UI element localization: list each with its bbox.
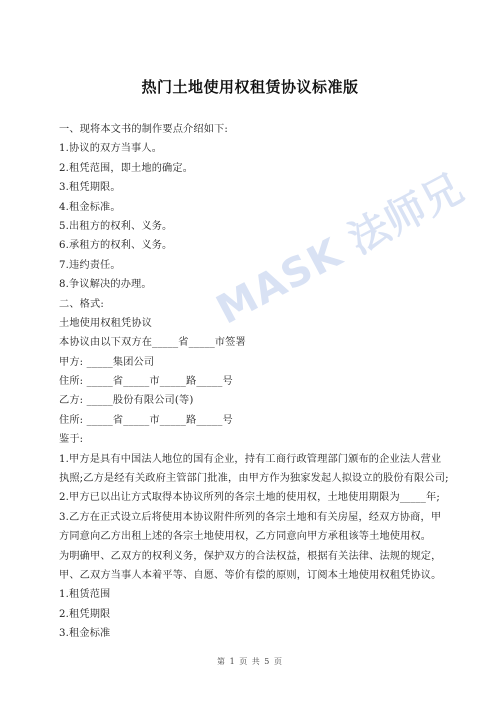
body-line: 本协议由以下双方在_____省_____市签署 xyxy=(59,337,246,349)
body-line: 1.甲方是具有中国法人地位的国有企业，持有工商行政管理部门颁布的企业法人营业 xyxy=(59,453,442,465)
body-line: 土地使用权租凭协议 xyxy=(59,317,153,329)
body-line: 乙方: _____股份有限公司(等) xyxy=(59,395,194,407)
body-line: 甲、乙双方当事人本着平等、自愿、等价有偿的原则，订阅本土地使用权租凭协议。 xyxy=(59,569,442,581)
watermark: MASK 法师兄 xyxy=(209,165,472,334)
body-line: 方同意向乙方出租上述的各宗土地使用权，乙方同意向甲方承租该等土地使用权。 xyxy=(59,531,432,543)
body-line: 住所: _____省_____市_____路_____号 xyxy=(59,376,233,388)
body-line: 3.租金标准 xyxy=(59,628,111,640)
body-line: 甲方: _____集团公司 xyxy=(59,356,155,368)
body-line: 一、现将本文书的制作要点介绍如下: xyxy=(59,124,228,135)
body-line: 4.租金标准。 xyxy=(59,201,121,213)
body-line: 1.协议的双方当事人。 xyxy=(59,143,163,155)
document-body xyxy=(59,120,459,644)
body-line: 为明确甲、乙双方的权利义务，保护双方的合法权益，根据有关法律、法规的规定， xyxy=(59,550,442,562)
body-line: 3.租凭期限。 xyxy=(59,182,121,194)
body-line: 3.乙方在正式设立后将使用本协议附件所列的各宗土地和有关房屋，经双方协商，甲 xyxy=(59,511,442,523)
body-line: 执照;乙方是经有关政府主管部门批准，由甲方作为独家发起人拟设立的股份有限公司; xyxy=(59,473,449,485)
body-line: 二、格式: xyxy=(59,298,104,310)
body-line: 7.违约责任。 xyxy=(59,259,121,271)
body-line: 住所: _____省_____市_____路_____号 xyxy=(59,414,233,426)
body-line: 8.争议解决的办理。 xyxy=(59,279,152,291)
document-title: 热门土地使用权租赁协议标准版 xyxy=(141,78,359,96)
body-line: 鉴于: xyxy=(59,434,84,446)
body-line: 2.甲方已以出让方式取得本协议所列的各宗土地的使用权，土地使用期限为_____年; xyxy=(59,492,440,504)
body-line: 6.承租方的权利、义务。 xyxy=(59,240,173,252)
body-line: 1.租赁范围 xyxy=(59,589,111,601)
body-line: 2.租凭期限 xyxy=(59,608,111,620)
page-footer: 第 1 页 共 5 页 xyxy=(217,657,283,666)
body-line: 2.租凭范围，即土地的确定。 xyxy=(59,162,194,174)
body-line: 5.出租方的权利、义务。 xyxy=(59,220,173,232)
